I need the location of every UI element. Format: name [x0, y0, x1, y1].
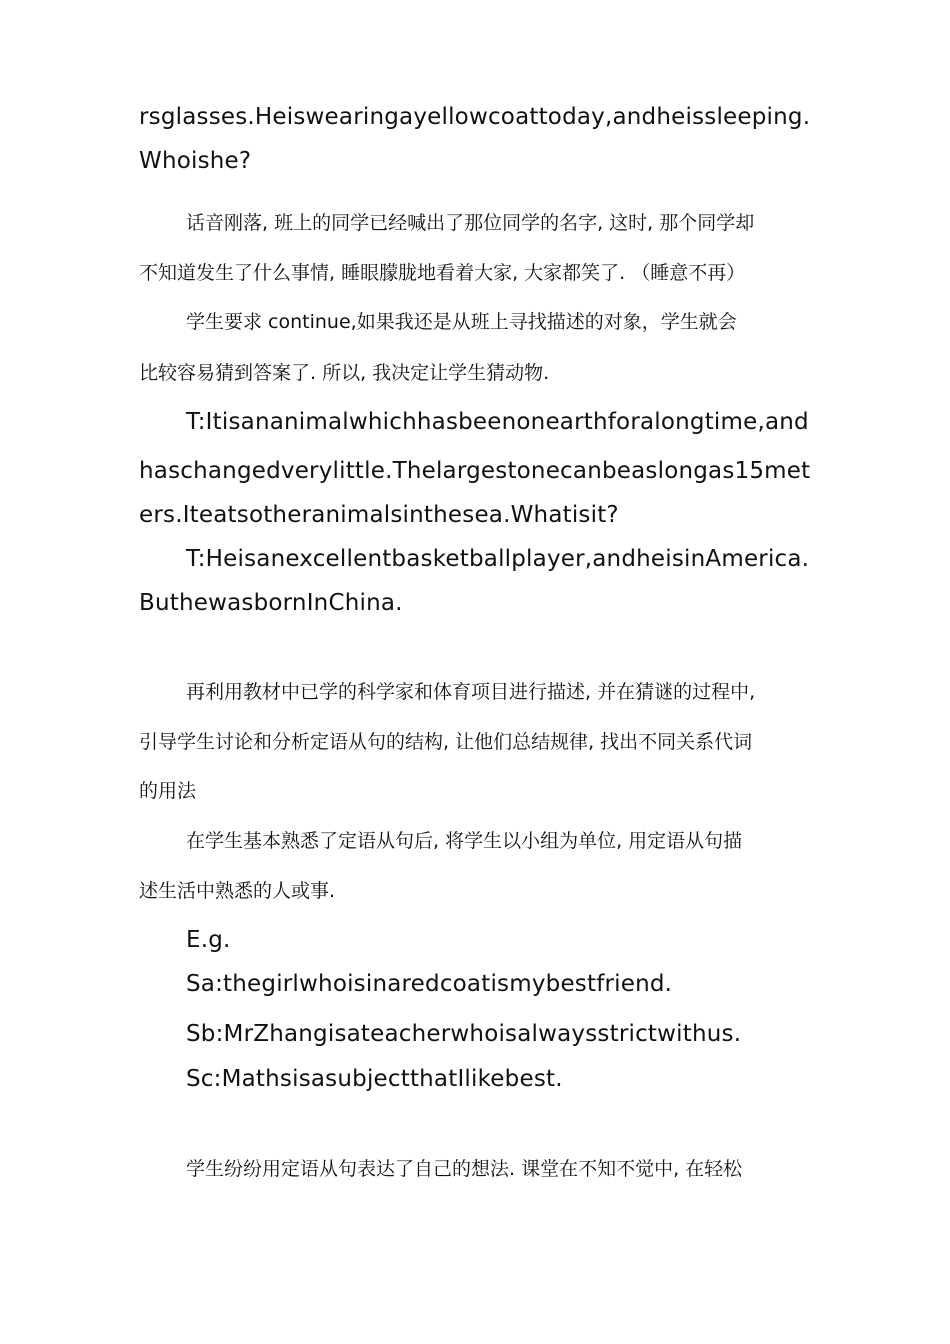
text-line-11: ButhewasbornInChina. [139, 590, 403, 616]
text-line-5: 学生要求 continue,如果我还是从班上寻找描述的对象，学生就会 [186, 311, 737, 333]
text-line-1: rsglasses.Heiswearingayellowcoattoday,andheissleeping. [139, 104, 811, 130]
text-line-4: 不知道发生了什么事情, 睡眼朦胧地看着大家, 大家都笑了. （睡意不再） [139, 262, 746, 284]
text-line-16: 述生活中熟悉的人或事. [139, 880, 336, 902]
text-line-10: T:Heisanexcellentbasketballplayer,andheisinAmerica. [186, 546, 810, 572]
text-line-7: T:Itisananimalwhichhasbeenonearthforalongtime,and [186, 409, 809, 435]
text-line-13: 引导学生讨论和分析定语从句的结构, 让他们总结规律, 找出不同关系代词 [139, 731, 753, 753]
text-line-14: 的用法 [139, 780, 197, 802]
text-line-18: Sa:thegirlwhoisinaredcoatismybestfriend. [186, 971, 673, 997]
text-line-8: haschangedverylittle.Thelargestonecanbeaslongas15met [139, 458, 811, 484]
text-line-19: Sb:MrZhangisateacherwhoisalwaysstrictwithus. [186, 1021, 742, 1047]
text-line-12: 再利用教材中已学的科学家和体育项目进行描述, 并在猜谜的过程中, [186, 681, 756, 703]
text-line-21: 学生纷纷用定语从句表达了自己的想法. 课堂在不知不觉中, 在轻松 [186, 1158, 743, 1180]
text-line-3: 话音刚落, 班上的同学已经喊出了那位同学的名字, 这时, 那个同学却 [186, 212, 755, 234]
text-line-6: 比较容易猜到答案了. 所以, 我决定让学生猜动物. [139, 362, 550, 384]
text-line-20: Sc:MathsisasubjectthatIlikebest. [186, 1066, 563, 1092]
text-line-15: 在学生基本熟悉了定语从句后, 将学生以小组为单位, 用定语从句描 [186, 830, 743, 852]
text-line-17: E.g. [186, 927, 231, 953]
text-line-9: ers.Iteatsotheranimalsinthesea.Whatisit? [139, 502, 619, 528]
text-line-2: Whoishe? [139, 148, 252, 174]
